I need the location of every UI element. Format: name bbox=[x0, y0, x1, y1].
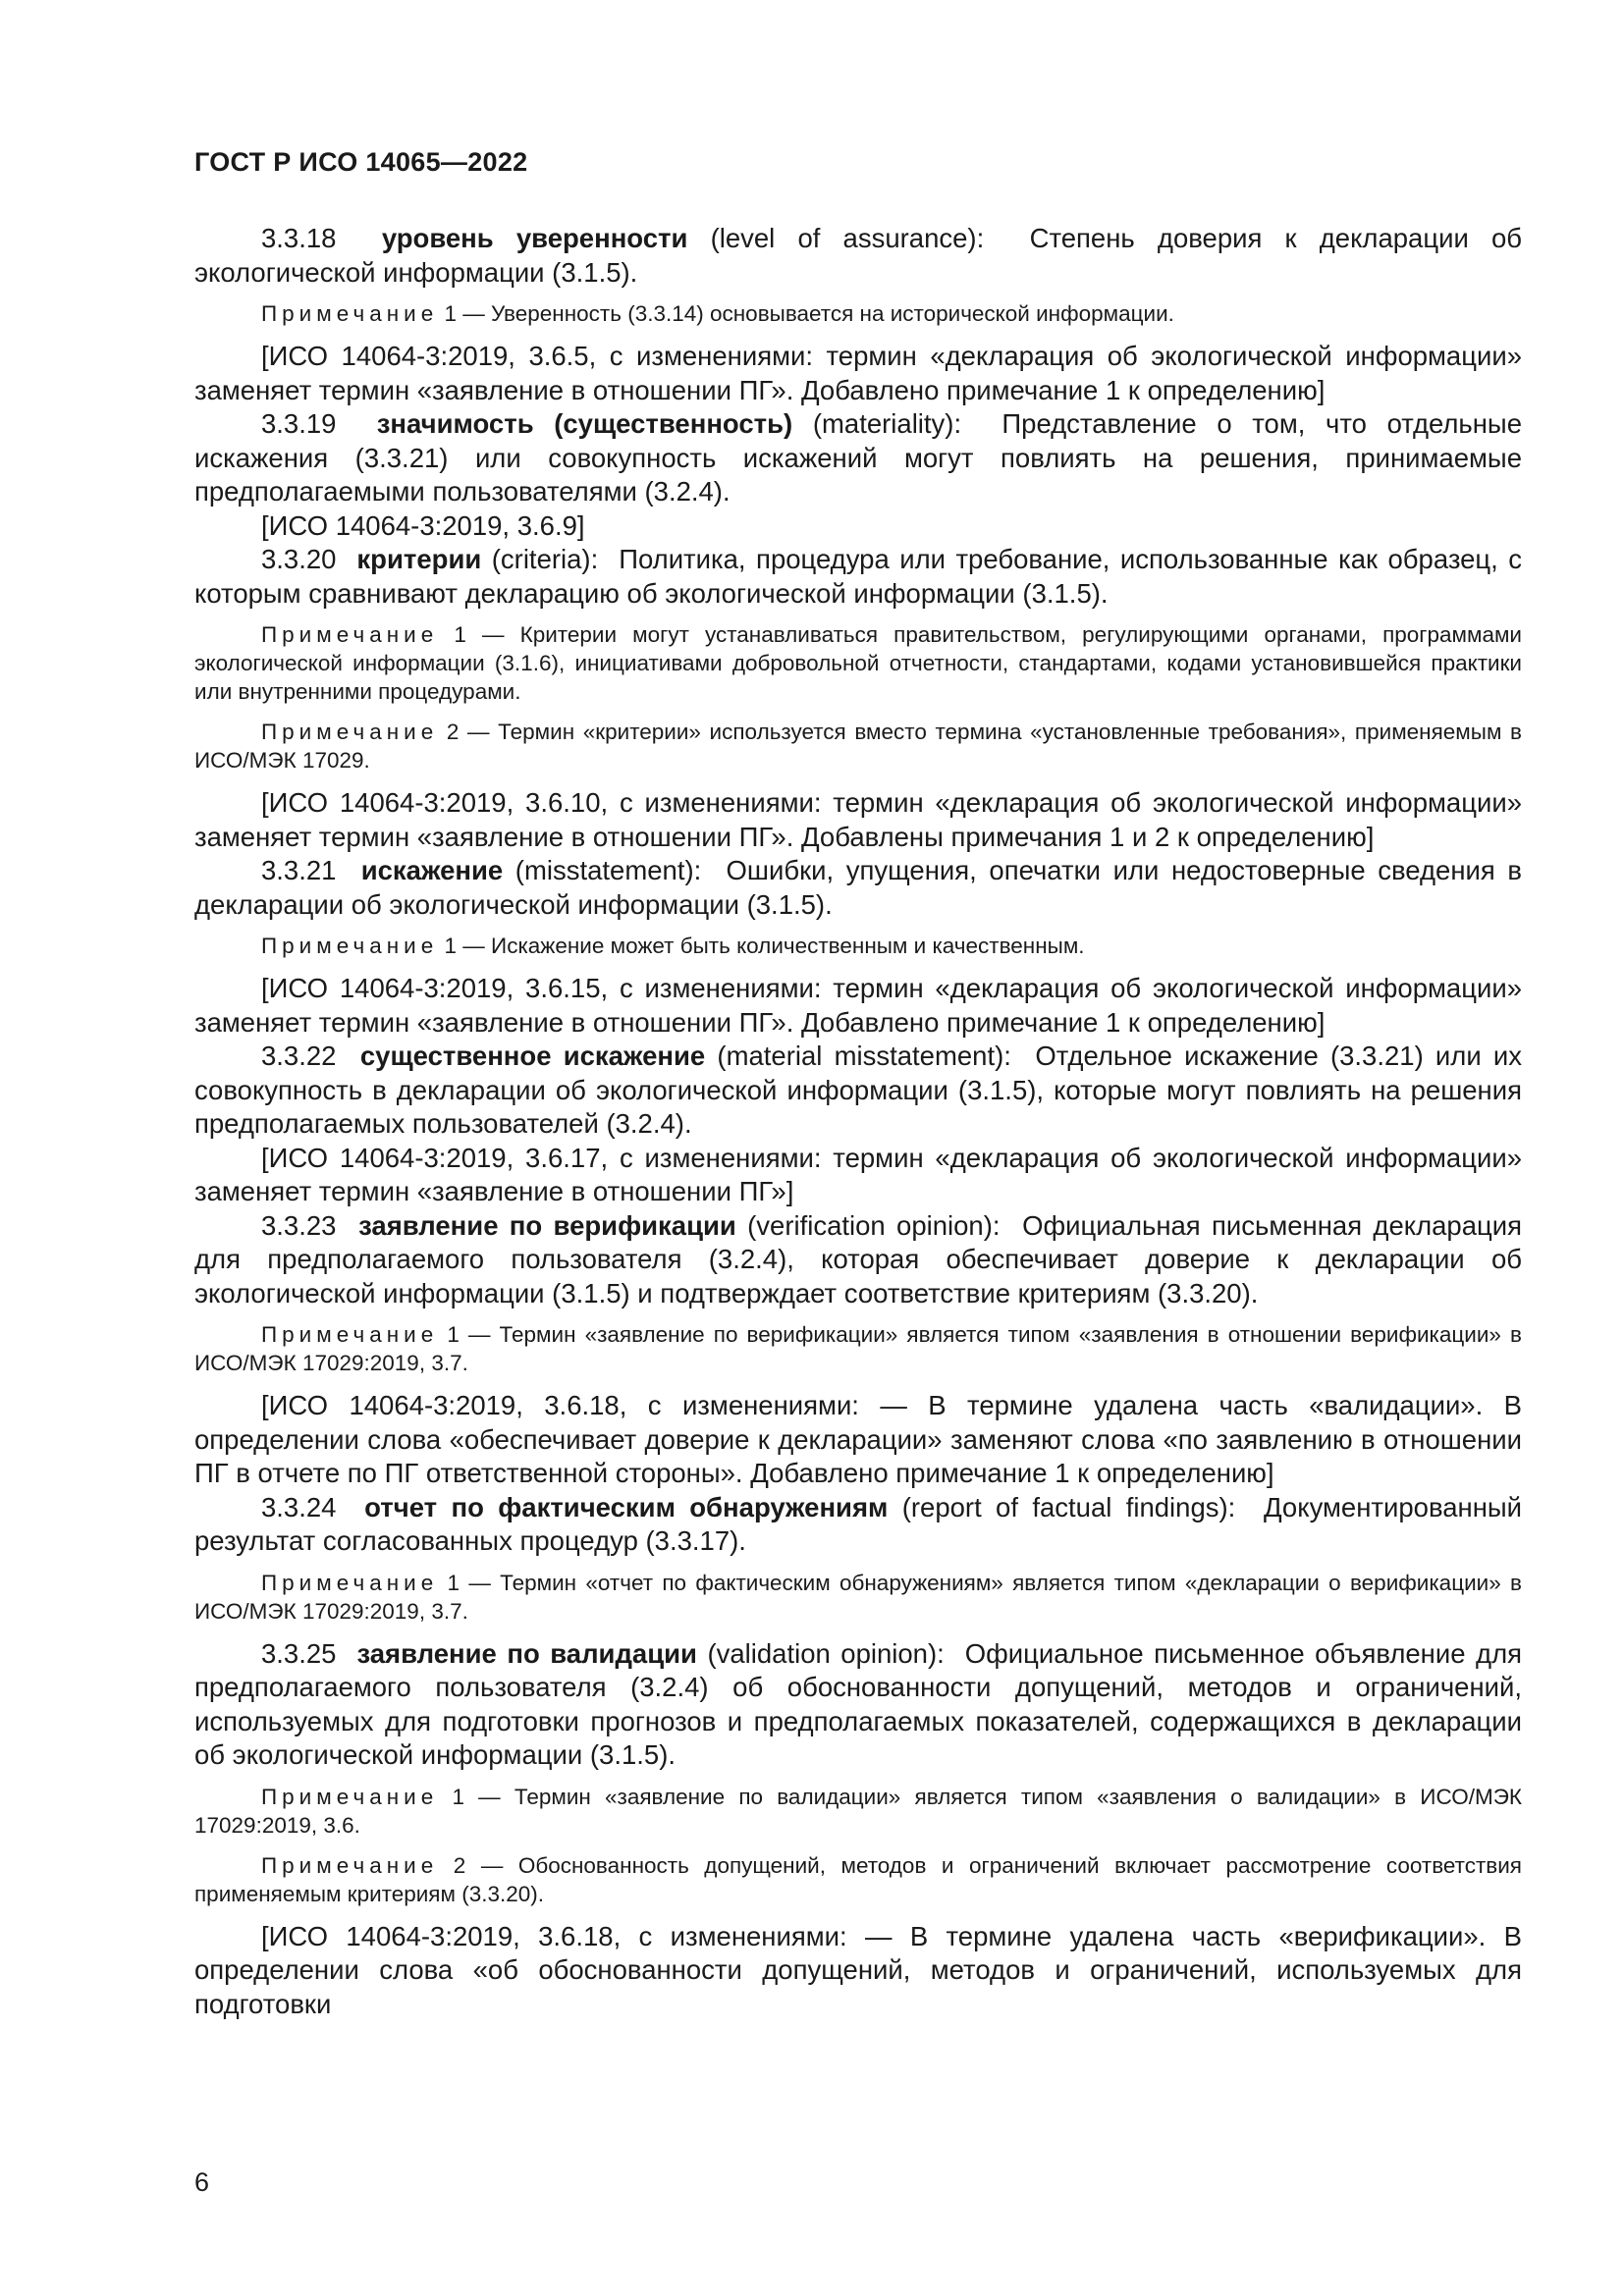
note-number: 1 bbox=[454, 622, 466, 647]
term-text: Политика, процедура или требование, использованные как образец, с которым сравнивают декларацию об экологической информации (3.1.5). bbox=[194, 544, 1523, 609]
note-number: 2 bbox=[446, 720, 460, 744]
note-number: 1 bbox=[447, 1322, 460, 1347]
note-label: Примечание bbox=[261, 1322, 439, 1347]
reference-paragraph: [ИСО 14064-3:2019, 3.6.10, с изменениями: термин «декларация об экологической информации» заменяет термин «заявление в отношении ПГ». Добавлены примечания 1 и 2 к определению] bbox=[194, 787, 1522, 852]
note bbox=[194, 718, 1522, 774]
note-text: — Термин «заявление по верификации» является типом «заявления в отношении верификации» в ИСО/МЭК 17029:2019, 3.7. bbox=[194, 1322, 1522, 1375]
term-english: (criteria): bbox=[491, 544, 599, 574]
term-text: Официальная письменная декларация для предполагаемого пользователя (3.2.4), которая обеспечивает доверие к декларации об экологической информации (3.1.5) и подтверждает соответствие критериям (3.3.20). bbox=[194, 1209, 1523, 1308]
note-text: — Термин «заявление по валидации» является типом «заявления о валидации» в ИСО/МЭК 17029:2019, 3.6. bbox=[194, 1784, 1522, 1838]
term-english: (materiality): bbox=[812, 408, 962, 439]
term-definition bbox=[194, 407, 1522, 509]
term-english: (material misstatement): bbox=[717, 1041, 1011, 1071]
term-name: заявление по верификации bbox=[358, 1209, 736, 1241]
reference-paragraph: [ИСО 14064-3:2019, 3.6.9] bbox=[261, 509, 585, 541]
document-content bbox=[194, 222, 1522, 2021]
term-definition bbox=[194, 854, 1522, 922]
term-text: Степень доверия к декларации об экологической информации (3.1.5). bbox=[194, 223, 1523, 288]
note-text: — Уверенность (3.3.14) основывается на исторической информации. bbox=[462, 301, 1174, 326]
note-label: Примечание bbox=[261, 934, 439, 958]
note-number: 1 bbox=[444, 301, 458, 326]
term-number: 3.3.20 bbox=[261, 544, 337, 574]
note bbox=[194, 620, 1522, 706]
note bbox=[194, 299, 1522, 328]
term-name: заявление по валидации bbox=[356, 1637, 697, 1669]
term-number: 3.3.18 bbox=[261, 223, 337, 253]
note bbox=[194, 1783, 1522, 1840]
term-definition bbox=[194, 1491, 1522, 1559]
page-number: 6 bbox=[194, 2167, 210, 2197]
note-text: — Термин «отчет по фактическим обнаружениям» является типом «декларации о верификации» в ИСО/МЭК 17029:2019, 3.7. bbox=[194, 1570, 1522, 1624]
term-text: Официальное письменное объявление для предполагаемого пользователя (3.2.4) об обоснованности допущений, методов и ограничений, используемых для подготовки прогнозов и предполагаемых показателей, содержащихся в декларации об экологической информации (3.1.5). bbox=[194, 1637, 1523, 1770]
reference-paragraph: [ИСО 14064-3:2019, 3.6.18, с изменениями: — В термине удалена часть «валидации». В определении слова «обеспечивает доверие к декларации» заменяют слова «по заявлению в отношении ПГ в отчете по ПГ ответственной стороны». Добавлено примечание 1 к определению] bbox=[194, 1390, 1522, 1488]
term-number: 3.3.24 bbox=[261, 1491, 337, 1522]
term-english: (misstatement): bbox=[514, 855, 702, 885]
term-name: существенное искажение bbox=[359, 1041, 706, 1071]
term-name: уровень уверенности bbox=[381, 223, 688, 253]
reference-paragraph: [ИСО 14064-3:2019, 3.6.18, с изменениями: — В термине удалена часть «верификации». В определении слова «об обоснованности допущений, методов и ограничений, используемых для подготовки bbox=[194, 1920, 1522, 2019]
note-number: 1 bbox=[444, 934, 458, 958]
term-name: искажение bbox=[360, 855, 504, 885]
term-text: Представление о том, что отдельные искажения (3.3.21) или совокупность искажений могут повлиять на решения, принимаемые предполагаемыми пользователями (3.2.4). bbox=[194, 408, 1522, 507]
note-text: — Критерии могут устанавливаться правительством, регулирующими органами, программами экологической информации (3.1.6), инициативами добровольной отчетности, стандартами, кодами установившейся практики или внутренними процедурами. bbox=[194, 622, 1522, 704]
standard-header: ГОСТ Р ИСО 14065—2022 bbox=[194, 147, 528, 177]
note bbox=[194, 1320, 1522, 1377]
reference-paragraph: [ИСО 14064-3:2019, 3.6.17, с изменениями: термин «декларация об экологической информации» заменяет термин «заявление в отношении ПГ»] bbox=[194, 1142, 1522, 1206]
term-english: (report of factual findings): bbox=[901, 1491, 1236, 1522]
note-text: — Искажение может быть количественным и качественным. bbox=[462, 934, 1085, 958]
note-number: 1 bbox=[452, 1784, 464, 1809]
term-name: отчет по фактическим обнаружениям bbox=[364, 1491, 889, 1522]
note-number: 1 bbox=[447, 1570, 460, 1595]
term-number: 3.3.22 bbox=[261, 1041, 337, 1071]
note bbox=[194, 1851, 1522, 1908]
term-number: 3.3.19 bbox=[261, 408, 337, 439]
reference-paragraph: [ИСО 14064-3:2019, 3.6.5, с изменениями: термин «декларация об экологической информации» заменяет термин «заявление в отношении ПГ». Добавлено примечание 1 к определению] bbox=[194, 341, 1522, 405]
note bbox=[194, 1569, 1522, 1626]
note-number: 2 bbox=[453, 1852, 466, 1878]
term-text: Отдельное искажение (3.3.21) или их совокупность в декларации об экологической информации (3.1.5), которые могут повлиять на решения предполагаемых пользователей (3.2.4). bbox=[194, 1041, 1523, 1139]
term-name: значимость (существенность) bbox=[376, 408, 793, 439]
note-label: Примечание bbox=[261, 1570, 439, 1595]
note bbox=[194, 932, 1522, 960]
term-definition bbox=[194, 1040, 1522, 1142]
term-definition bbox=[194, 1209, 1522, 1311]
term-text: Ошибки, упущения, опечатки или недостоверные сведения в декларации об экологической информации (3.1.5). bbox=[194, 855, 1522, 920]
note-label: Примечание bbox=[261, 301, 439, 326]
term-english: (verification opinion): bbox=[747, 1209, 1001, 1241]
note-label: Примечание bbox=[261, 720, 439, 744]
term-definition bbox=[194, 543, 1522, 611]
term-name: критерии bbox=[356, 544, 482, 574]
reference-paragraph: [ИСО 14064-3:2019, 3.6.15, с изменениями: термин «декларация об экологической информации» заменяет термин «заявление в отношении ПГ». Добавлено примечание 1 к определению] bbox=[194, 973, 1522, 1038]
note-label: Примечание bbox=[261, 1852, 439, 1878]
term-number: 3.3.25 bbox=[261, 1637, 337, 1669]
note-label: Примечание bbox=[261, 1784, 439, 1809]
term-definition bbox=[194, 1637, 1522, 1773]
term-number: 3.3.23 bbox=[261, 1209, 337, 1241]
term-definition bbox=[194, 222, 1522, 290]
note-label: Примечание bbox=[261, 622, 439, 647]
term-text: Документированный результат согласованных процедур (3.3.17). bbox=[194, 1491, 1523, 1556]
term-english: (level of assurance): bbox=[710, 223, 985, 253]
term-english: (validation opinion): bbox=[707, 1637, 945, 1669]
note-text: — Термин «критерии» используется вместо термина «установленные требования», применяемым в ИСО/МЭК 17029. bbox=[194, 720, 1522, 773]
note-text: — Обоснованность допущений, методов и ограничений включает рассмотрение соответствия применяемым критериям (3.3.20). bbox=[194, 1852, 1522, 1906]
term-number: 3.3.21 bbox=[261, 855, 337, 885]
